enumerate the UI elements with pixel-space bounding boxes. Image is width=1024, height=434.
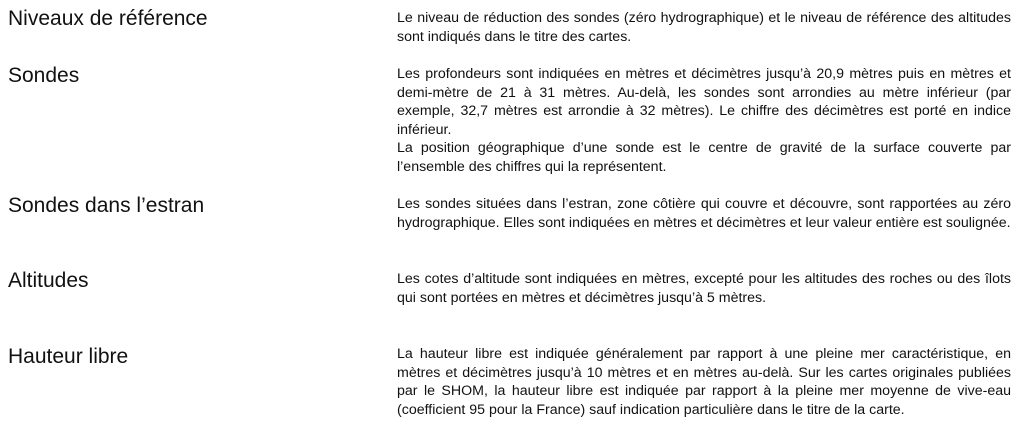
term-heading: Hauteur libre: [8, 345, 129, 368]
term-description: [397, 65, 1011, 176]
term-description: [397, 9, 1011, 46]
description-paragraph: Les cotes d’altitude sont indiquées en mètres, excepté pour les altitudes des roches ou des îlots qui sont portées en mètres et décimètres jusqu’à 5 mètres.: [397, 271, 1011, 306]
term-heading: Altitudes: [8, 269, 89, 292]
term-description: [397, 195, 1011, 232]
description-paragraph: La hauteur libre est indiquée généralement par rapport à une pleine mer caractéristique, en mètres et décimètres jusqu’à 10 mètres et en mètres au-delà. Sur les cartes originales publiées par le SHOM, la hauteur libre est indiquée par rapport à la pleine mer moyenne de vive-eau (coefficient 95 pour la France) sauf indication particulière dans le titre de la carte.: [397, 346, 1011, 418]
description-paragraph: La position géographique d’une sonde est le centre de gravité de la surface couverte par l’ensemble des chiffres qui la représentent.: [397, 140, 1011, 175]
term-description: [397, 345, 1011, 419]
description-paragraph: Le niveau de réduction des sondes (zéro hydrographique) et le niveau de référence des altitudes sont indiqués dans le titre des cartes.: [397, 10, 1011, 45]
description-paragraph: Les sondes situées dans l’estran, zone côtière qui couvre et découvre, sont rapportées au zéro hydrographique. Elles sont indiquées en mètres et décimètres et leur valeur entière est soulignée.: [397, 196, 1011, 231]
term-heading: Sondes dans l’estran: [8, 194, 205, 217]
description-paragraph: Les profondeurs sont indiquées en mètres et décimètres jusqu’à 20,9 mètres puis en mètres et demi-mètre de 21 à 31 mètres. Au-delà, les sondes sont arrondies au mètre inférieur (par exemple, 32,7 mètres est arrondie à 32 mètres). Le chiffre des décimètres est porté en indice inférieur.: [397, 66, 1011, 138]
term-heading: Sondes: [8, 64, 80, 87]
term-description: [397, 270, 1011, 307]
term-heading: Niveaux de référence: [8, 7, 208, 30]
